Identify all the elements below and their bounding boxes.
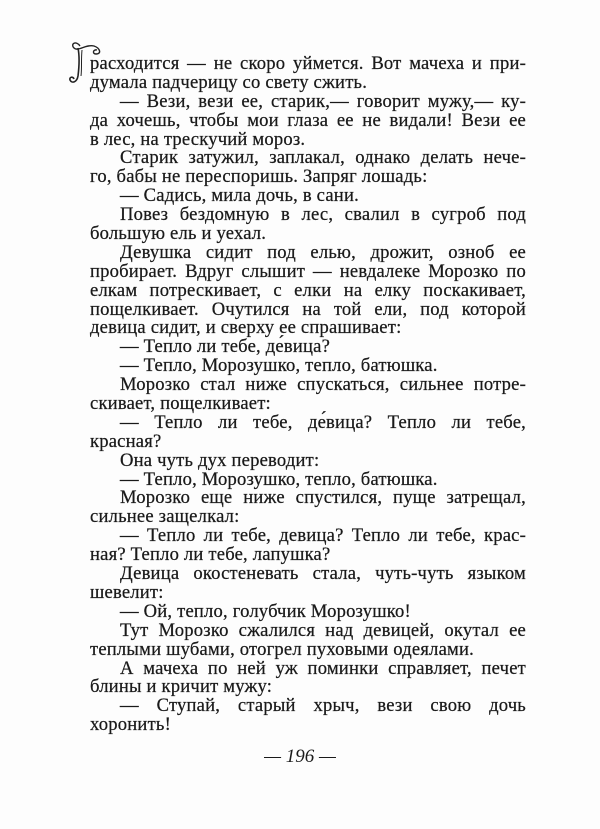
text-line: елкам потрескивает, с елки на елку поскакивает,	[90, 279, 526, 301]
text-line: шевелит:	[90, 581, 164, 603]
text-line: Девица окостеневать стала, чуть-чуть языком	[120, 563, 526, 585]
text-line: Она чуть дух переводит:	[120, 449, 320, 471]
text-line: А мачеха по ней уж поминки справляет, печет	[120, 657, 526, 679]
text-line: расходится — не скоро уймется. Вот мачеха и при-	[90, 53, 526, 74]
text-line: — Тепло ли тебе, де́вица?	[120, 336, 331, 358]
text-line: — Ой, тепло, голубчик Морозушко!	[120, 600, 411, 622]
text-line: — Садись, мила дочь, в сани.	[120, 185, 359, 207]
text-line: красная?	[90, 430, 162, 452]
text-line: в лес, на трескучий мороз.	[90, 128, 306, 150]
page-number: — 196 —	[264, 746, 336, 767]
text-line: скивает, пощелкивает:	[90, 393, 271, 415]
text-line: — Тепло ли тебе, девица? Тепло ли тебе, крас-	[120, 525, 526, 547]
text-line: думала падчерицу со свету сжить.	[90, 71, 368, 93]
text-line: пробирает. Вдруг слышит — невдалеке Морозко по	[90, 260, 526, 282]
text-line: большую ель и уехал.	[90, 223, 267, 245]
text-line: пощелкивает. Очутился на той ели, под которой	[90, 298, 526, 320]
text-line: го, бабы не переспоришь. Запряг лошадь:	[90, 166, 428, 188]
text-line: блины и кричит мужу:	[90, 676, 273, 698]
text-line: теплыми шубами, отогрел пуховыми одеялами.	[90, 638, 474, 660]
text-line: Морозко еще ниже спустился, пуще затрещал,	[120, 487, 526, 509]
text-line: — Вези, вези ее, старик,— говорит мужу,— ку-	[120, 90, 526, 112]
text-line: ная? Тепло ли тебе, лапушка?	[90, 544, 331, 566]
text-line: — Тепло ли тебе, де́вица? Тепло ли тебе,	[120, 411, 526, 433]
text-line: Девушка сидит под елью, дрожит, озноб ее	[120, 241, 526, 263]
text-line: Морозко стал ниже спускаться, сильнее потре-	[120, 374, 526, 396]
text-line: — Ступай, старый хрыч, вези свою дочь	[120, 695, 526, 717]
text-line: — Тепло, Морозушко, тепло, батюшка.	[120, 468, 438, 490]
text-line: Тут Морозко сжалился над девицей, окутал ее	[120, 619, 526, 641]
text-line: сильнее защелкал:	[90, 506, 240, 528]
text-line: да хочешь, чтобы мои глаза ее не видали! Вези ее	[90, 109, 526, 131]
text-line: Старик затужил, заплакал, однако делать нече-	[120, 147, 526, 169]
text-line: девица сидит, и сверху ее спрашивает:	[90, 317, 402, 339]
body-text	[90, 55, 526, 735]
text-line: Повез бездомную в лес, свалил в сугроб под	[120, 204, 526, 226]
text-line: хоронить!	[90, 714, 171, 736]
text-line: — Тепло, Морозушко, тепло, батюшка.	[120, 355, 438, 377]
